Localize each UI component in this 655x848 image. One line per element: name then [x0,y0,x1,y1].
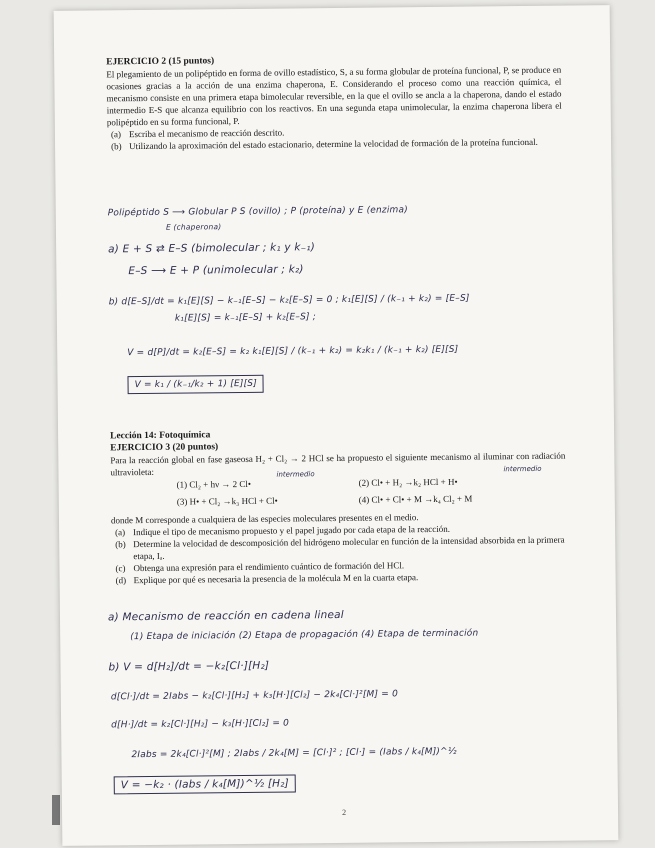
exercise-3-title: EJERCICIO 3 (20 puntos) [110,442,219,454]
exercise-3-after-text: donde M corresponde a cualquiera de las especies moleculares presentes en el medio. [110,512,419,526]
hand-ex2-line-3: E–S ⟶ E + P (unimolecular ; k₂) [128,263,304,278]
exercise-2-block [106,52,562,153]
hand-ex2-line-6: V = d[P]/dt = k₂[E–S] = k₂ k₁[E][S] / (k₋₁ + k₂) = k₂k₁ / (k₋₁ + k₂) [E][S] [127,344,459,359]
hand-ex3-line-5: d[H·]/dt = k₂[Cl·][H₂] − k₃[H·][Cl₂] = 0 [111,718,290,731]
hand-ex2-line-2: a) E + S ⇄ E–S (bimolecular ; k₁ y k₋₁) [108,241,316,256]
page-number: 2 [342,807,347,817]
question-d-label: (d) [115,575,127,586]
question-b-text: Determine la velocidad de descomposición del hidrógeno molecular en función de la intensidad absorbida en la primera etapa, Iₐ. [133,534,565,562]
question-c-label: (c) [115,563,126,574]
exercise-3-intro: Para la reacción global en fase gaseosa H₂ + Cl₂ → 2 HCl se ha propuesto el siguiente mecanismo al iluminar con radiación ultravioleta: [110,450,566,478]
scanned-page [54,5,619,846]
hand-ex3-line-2: (1) Etapa de iniciación (2) Etapa de propagación (4) Etapa de terminación [130,628,479,643]
annotation-intermedio-1: intermedio [276,470,315,479]
exercise-3-questions [111,510,567,587]
hand-ex2-line-5: k₁[E][S] = k₋₁[E–S] + k₂[E–S] ; [174,312,317,324]
question-d-text: Explique por qué es necesaria la presencia de la molécula M en la cuarta etapa. [133,572,419,586]
hand-ex2-line-4: b) d[E–S]/dt = k₁[E][S] − k₋₁[E–S] − k₂[E–S] = 0 ; k₁[E][S] / (k₋₁ + k₂) = [E–S] [108,293,470,308]
question-c-text: Obtenga una expresión para el rendimiento cuántico de formación del HCl. [133,560,405,574]
scan-edge-mark [52,795,60,825]
question-b-label: (b) [115,539,126,550]
question-b-label: (b) [111,141,122,152]
hand-ex3-boxed-result: V = −k₂ · (Iabs / k₄[M])^½ [H₂] [114,774,296,794]
question-b-text: Utilizando la aproximación del estado estacionario, determine la velocidad de formación de la proteína funcional. [129,136,538,152]
reaction-1: (1) Cl₂ + hν → 2 Cl• [176,478,252,490]
hand-ex3-line-1: a) Mecanismo de reacción en cadena lineal [107,608,344,624]
question-a-text: Indique el tipo de mecanismo propuesto y el papel jugado por cada etapa de la reacción. [133,523,451,538]
exercise-3-block [110,426,565,479]
hand-ex2-line-1b: E (chaperona) [165,222,222,232]
reaction-4: (4) Cl• + Cl• + M →k₄ Cl₂ + M [358,493,473,505]
hand-ex2-boxed-result: V = k₁ / (k₋₁/k₂ + 1) [E][S] [127,375,264,394]
annotation-intermedio-2: intermedio [503,464,542,474]
question-a-label: (a) [110,129,121,140]
lesson-title: Lección 14: Fotoquímica [110,430,211,442]
reaction-3: (3) H• + Cl₂ →k₃ HCl + Cl• [176,495,278,507]
exercise-2-title: EJERCICIO 2 (15 puntos) [106,56,215,68]
reaction-2: (2) Cl• + H₂ →k₂ HCl + H• [358,476,458,488]
exercise-2-statement: El plegamiento de un polipéptido en forma de ovillo estadístico, S, a su forma globular de proteína funcional, P, se produce en ocasiones gracias a la acción de una enzima chaperona, E. Considerando el proceso como una reacción química, el mecanismo consiste en una primera etapa bimolecular reversible, en la que el ovillo se ancla a la chaperona, dando el estado intermedio E-S que alcanza equilibrio con los reactivos. En una segunda etapa unimolecular, la enzima chaperona libera el polipéptido en su forma funcional, P. [106,64,562,128]
question-a-label: (a) [115,527,126,538]
hand-ex3-line-4: d[Cl·]/dt = 2Iabs − k₂[Cl·][H₂] + k₃[H·][Cl₂] − 2k₄[Cl·]²[M] = 0 [110,689,399,703]
hand-ex3-line-3: b) V = d[H₂]/dt = −k₂[Cl·][H₂] [108,659,270,674]
hand-ex3-line-6: 2Iabs = 2k₄[Cl·]²[M] ; 2Iabs / 2k₄[M] = [Cl·]² ; [Cl·] = (Iabs / k₄[M])^½ [131,746,457,761]
question-a-text: Escriba el mecanismo de reacción descrito. [128,127,285,140]
hand-ex2-line-1: Polipéptido S ⟶ Globular P S (ovillo) ; P (proteína) y E (enzima) [107,205,408,219]
